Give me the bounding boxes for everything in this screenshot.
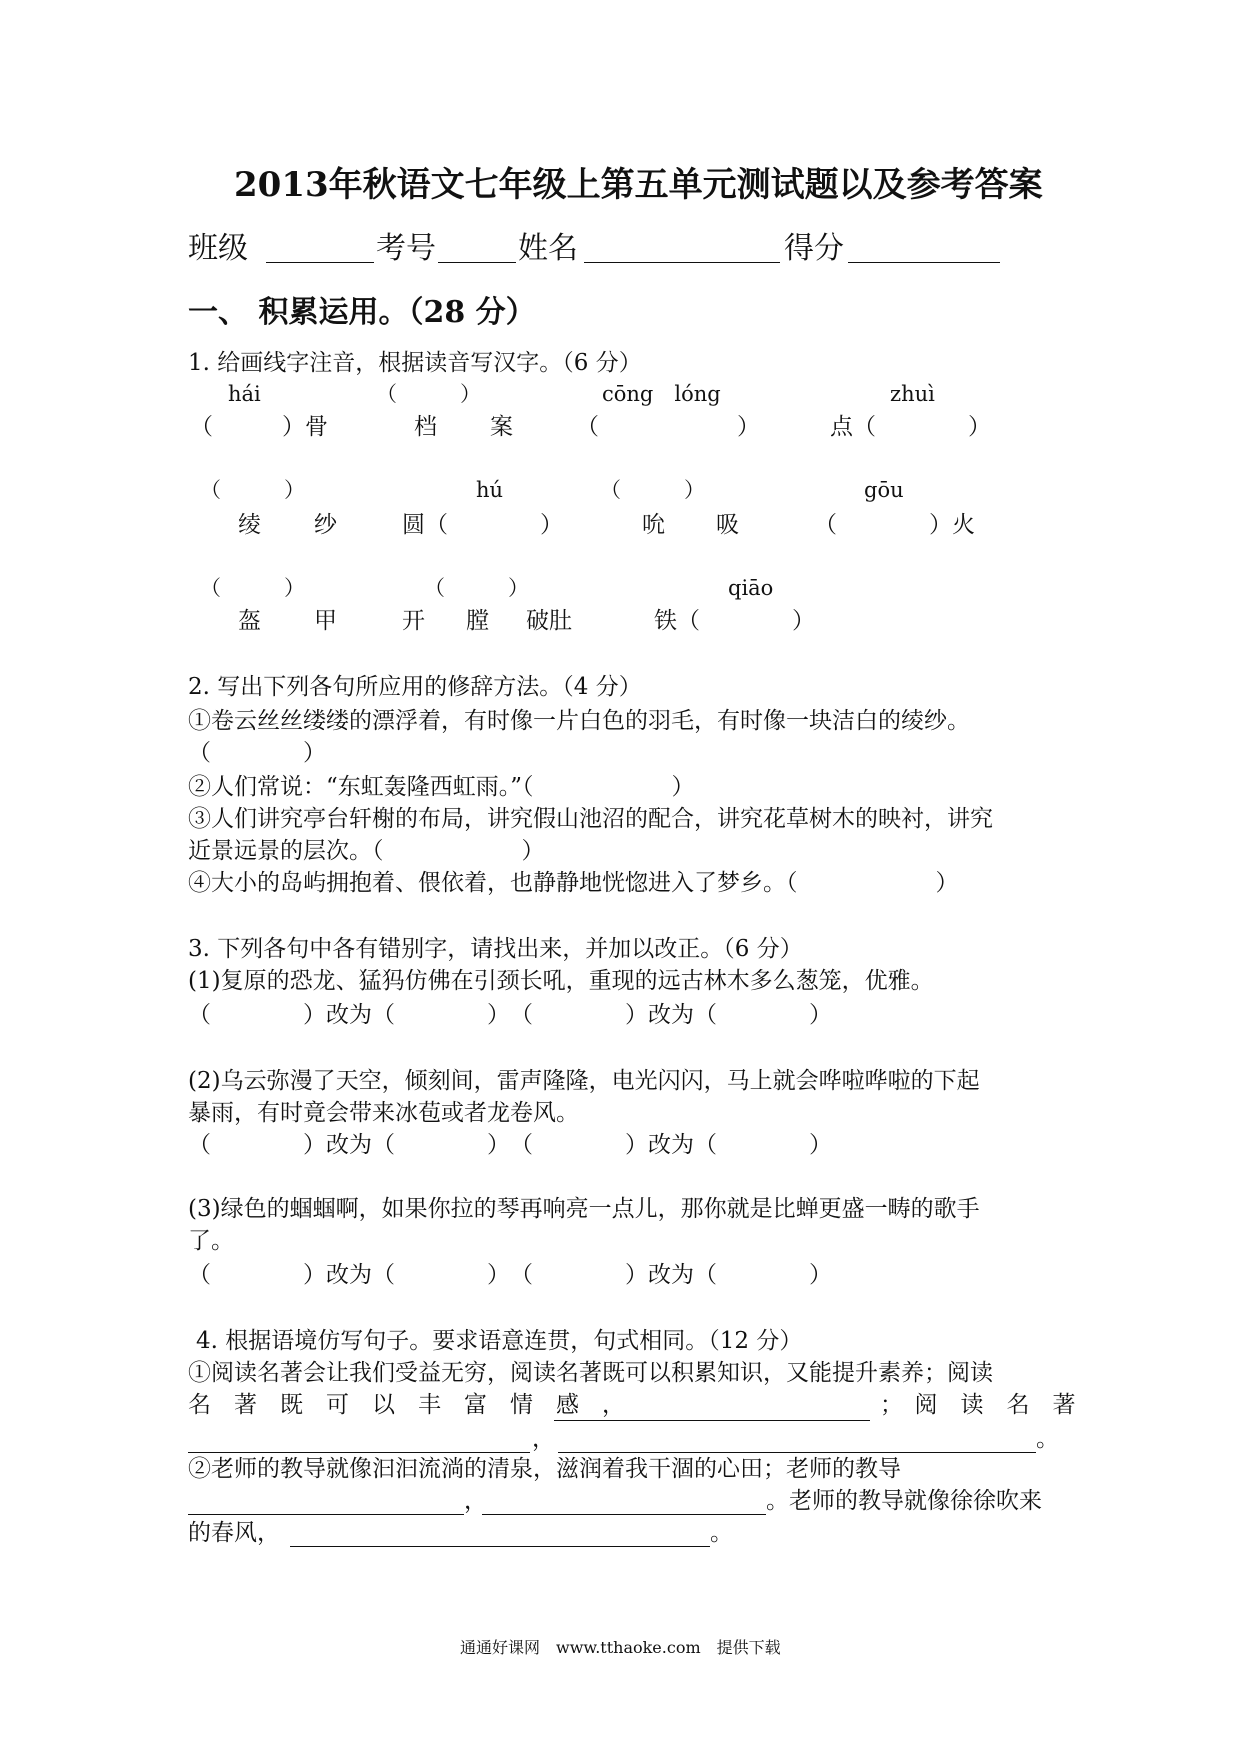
footer-credit: 通通好课网 www.tthaoke.com 提供下载	[460, 1638, 781, 1657]
q4-prompt: 4. 根据语境仿写句子。要求语意连贯，句式相同。（12 分）	[196, 1328, 803, 1354]
q2-item: ①卷云丝丝缕缕的漂浮着，有时像一片白色的羽毛，有时像一块洁白的绫纱。	[188, 708, 970, 734]
q1-word: 吮	[642, 512, 665, 538]
q3-answer-row-1: （ ）改为（ ） （ ）改为（ ）	[188, 1002, 832, 1028]
q1-pinyin: qiāo	[728, 576, 774, 600]
q3-answer-row-2: （ ）改为（ ） （ ）改为（ ）	[188, 1132, 832, 1158]
q1-word: 甲	[314, 608, 337, 634]
name-blank[interactable]	[584, 262, 780, 263]
q1-prompt: 1. 给画线字注音，根据读音写汉字。（6 分）	[188, 350, 642, 376]
q1-word: 开	[402, 608, 425, 634]
q3-sentence-3-cont: 了。	[188, 1228, 234, 1254]
q4-punct: 。	[710, 1520, 733, 1546]
q3-sentence-3: (3)绿色的蝈蝈啊，如果你拉的琴再响亮一点儿，那你就是比蝉更盛一畴的歌手	[188, 1196, 980, 1222]
q4-answer-blank[interactable]	[188, 1514, 464, 1515]
q3-sentence-2: (2)乌云弥漫了天空，倾刻间，雷声隆隆，电光闪闪，马上就会哗啦哗啦的下起	[188, 1068, 980, 1094]
q3-answer-row-3: （ ）改为（ ） （ ）改为（ ）	[188, 1262, 832, 1288]
q4-line: ； 阅 读 名 著	[880, 1392, 1076, 1418]
q1-pinyin: （ ）	[200, 576, 305, 600]
q4-answer-blank[interactable]	[290, 1546, 710, 1547]
name-label: 姓名	[518, 231, 578, 266]
q1-pinyin: （ ）	[424, 576, 529, 600]
q2-prompt: 2. 写出下列各句所应用的修辞方法。（4 分）	[188, 674, 642, 700]
q3-sentence-2-cont: 暴雨，有时竟会带来冰苞或者龙卷风。	[188, 1100, 579, 1126]
q1-word: 圆（ ）	[402, 512, 563, 538]
q1-pinyin: cōng lóng	[602, 382, 721, 406]
q1-word: （ ）骨	[190, 414, 328, 440]
q1-word: 点（ ）	[830, 414, 991, 440]
q4-answer-blank[interactable]	[188, 1452, 530, 1453]
q4-line: 名 著 既 可 以 丰 富 情 感 ，	[188, 1392, 625, 1418]
q1-pinyin: hái	[228, 382, 261, 406]
class-label: 班级	[188, 231, 248, 266]
q2-item: ③人们讲究亭台轩榭的布局，讲究假山池沼的配合，讲究花草树木的映衬，讲究	[188, 806, 993, 832]
q4-answer-blank[interactable]	[558, 1452, 1036, 1453]
q1-word: 破肚	[526, 608, 572, 634]
q4-answer-blank[interactable]	[554, 1420, 870, 1421]
section-1-heading: 一、 积累运用。（28 分）	[188, 295, 536, 330]
q4-line: ①阅读名著会让我们受益无穷，阅读名著既可以积累知识，又能提升素养；阅读	[188, 1360, 993, 1386]
exam-no-blank[interactable]	[438, 262, 516, 263]
q2-item: （ ）	[188, 740, 326, 766]
q4-punct: ，	[464, 1488, 487, 1514]
q1-word: 纱	[314, 512, 337, 538]
q1-word: （ ）火	[814, 512, 975, 538]
q2-item: ④大小的岛屿拥抱着、偎依着，也静静地恍惚进入了梦乡。（ ）	[188, 870, 959, 896]
score-label: 得分	[784, 231, 844, 266]
page-title: 2013年秋语文七年级上第五单元测试题以及参考答案	[234, 165, 1043, 205]
q4-line: 。老师的教导就像徐徐吹来	[766, 1488, 1042, 1514]
q1-pinyin: （ ）	[376, 382, 481, 406]
q1-pinyin: （ ）	[200, 478, 305, 502]
exam-no-label: 考号	[376, 231, 436, 266]
q4-punct: ，	[532, 1426, 555, 1452]
q1-word: 膛	[466, 608, 489, 634]
class-blank[interactable]	[266, 262, 374, 263]
q1-word: 绫	[238, 512, 261, 538]
q2-item: ②人们常说：“东虹轰隆西虹雨。”（ ）	[188, 774, 695, 800]
q4-line: ②老师的教导就像汩汩流淌的清泉，滋润着我干涸的心田；老师的教导	[188, 1456, 901, 1482]
q1-pinyin: zhuì	[890, 382, 935, 406]
q4-punct: 。	[1036, 1426, 1059, 1452]
q1-word: 盔	[238, 608, 261, 634]
q1-word: 档	[414, 414, 437, 440]
q4-answer-blank[interactable]	[482, 1514, 766, 1515]
q1-pinyin: hú	[476, 478, 504, 502]
q1-pinyin: gōu	[864, 478, 904, 502]
q1-word: 案	[490, 414, 513, 440]
score-blank[interactable]	[848, 262, 1000, 263]
q4-line: 的春风，	[188, 1520, 280, 1546]
q1-word: （ ）	[576, 414, 760, 440]
q1-word: 铁（ ）	[654, 608, 815, 634]
q2-item: 近景远景的层次。（ ）	[188, 838, 545, 864]
q1-word: 吸	[716, 512, 739, 538]
q3-prompt: 3. 下列各句中各有错别字，请找出来，并加以改正。（6 分）	[188, 936, 803, 962]
q1-pinyin: （ ）	[600, 478, 705, 502]
q3-sentence-1: (1)复原的恐龙、猛犸仿佛在引颈长吼，重现的远古林木多么葱笼，优雅。	[188, 968, 934, 994]
